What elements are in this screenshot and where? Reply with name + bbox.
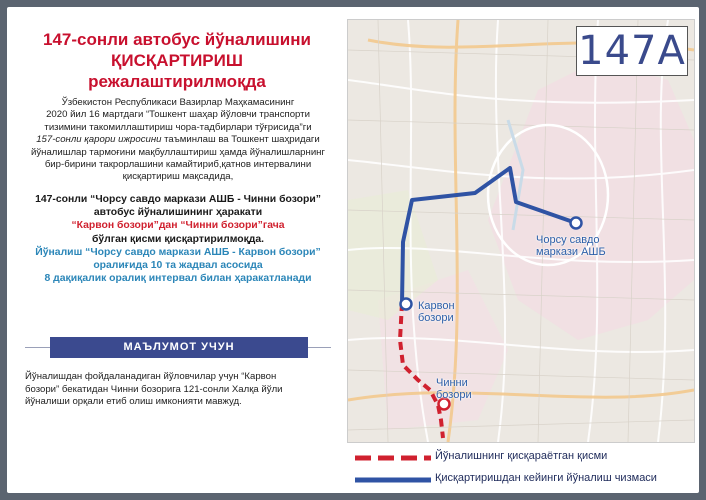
route-line: автобус йўналишининг ҳаракати <box>93 207 263 219</box>
route-change-paragraph <box>17 193 339 285</box>
intro-paragraph <box>25 97 331 184</box>
stop-chinni-label <box>436 377 472 401</box>
info-paragraph <box>25 371 335 409</box>
route-line: 147-сонли “Чорсу савдо маркази АШБ - Чинни бозори” <box>35 194 321 205</box>
intro-line: қисқартириш мақсадида, <box>122 171 234 183</box>
stop-label-line: маркази АШБ <box>536 246 606 258</box>
title-line-2: ҚИСҚАРТИРИШ <box>111 51 243 70</box>
intro-line: йўналишлар тармоғини мақбуллаштириш ҳамда йўналишларнинг <box>31 146 325 158</box>
info-line: йўналиши орқали етиб олиш имконияти мавжуд. <box>25 396 242 408</box>
route-line-new: Йўналиш “Чорсу савдо маркази АШБ - Карвон бозори” <box>35 246 321 258</box>
stop-label-line: бозори <box>418 312 454 324</box>
stop-label-line: Чорсу савдо <box>536 234 600 246</box>
legend-dashed-line <box>355 455 431 461</box>
legend-removed-label: Йўналишнинг қисқараётган қисми <box>435 450 608 462</box>
route-line-new: 8 дақиқалик оралиқ интервал билан ҳаракатланади <box>44 273 312 285</box>
page-title <box>27 29 327 92</box>
stop-karvon-marker <box>401 299 412 310</box>
stop-chorsu-marker <box>571 218 582 229</box>
route-number-badge: 147A <box>576 26 688 76</box>
legend-new-label: Қисқартиришдан кейинги йўналиш чизмаси <box>435 472 657 484</box>
stop-label-line: бозори <box>436 389 472 401</box>
text-panel <box>7 7 349 493</box>
route-line-highlight: “Карвон бозори”дан “Чинни бозори”гача <box>71 220 285 232</box>
map-background <box>348 20 694 442</box>
legend-solid-line <box>355 477 431 483</box>
info-line: бозори” бекатидан Чинни бозорига 121-сонли Халқа йўли <box>25 383 283 395</box>
decree-reference: 157-сонли қарори ижросини <box>36 134 162 146</box>
intro-line <box>25 134 331 146</box>
stop-karvon-label <box>418 300 455 324</box>
stop-label-line: Карвон <box>418 300 455 312</box>
intro-line: бир-бирини такрорлашини камайтириб,қатнов интервалини <box>44 159 312 171</box>
info-line: Йўналишдан фойдаланадиган йўловчилар учун “Карвон <box>25 371 277 382</box>
route-line: бўлган қисми қисқартирилмоқда. <box>91 233 265 245</box>
intro-line-rest: таъминлаш ва Тошкент шаҳридаги <box>161 134 320 146</box>
map-legend <box>347 447 697 493</box>
intro-line: 2020 йил 16 мартдаги “Тошкент шаҳар йўловчи транспорти <box>46 109 310 121</box>
route-line-new: оралиғида 10 та жадвал асосида <box>93 260 263 272</box>
stop-label-line: Чинни <box>436 377 468 389</box>
title-line-1: 147-сонли автобус йўналишини <box>43 30 311 49</box>
route-map <box>347 19 695 443</box>
intro-line: Ўзбекистон Республикаси Вазирлар Маҳкамасининг <box>61 97 295 108</box>
title-line-3: режалаштирилмоқда <box>88 72 266 91</box>
stop-chorsu-label <box>536 234 606 258</box>
infographic-card <box>7 7 699 493</box>
info-header: МАЪЛУМОТ УЧУН <box>50 337 308 358</box>
intro-line: тизимини такомиллаштириш чора-тадбирлари тўғрисида”ги <box>44 121 312 133</box>
